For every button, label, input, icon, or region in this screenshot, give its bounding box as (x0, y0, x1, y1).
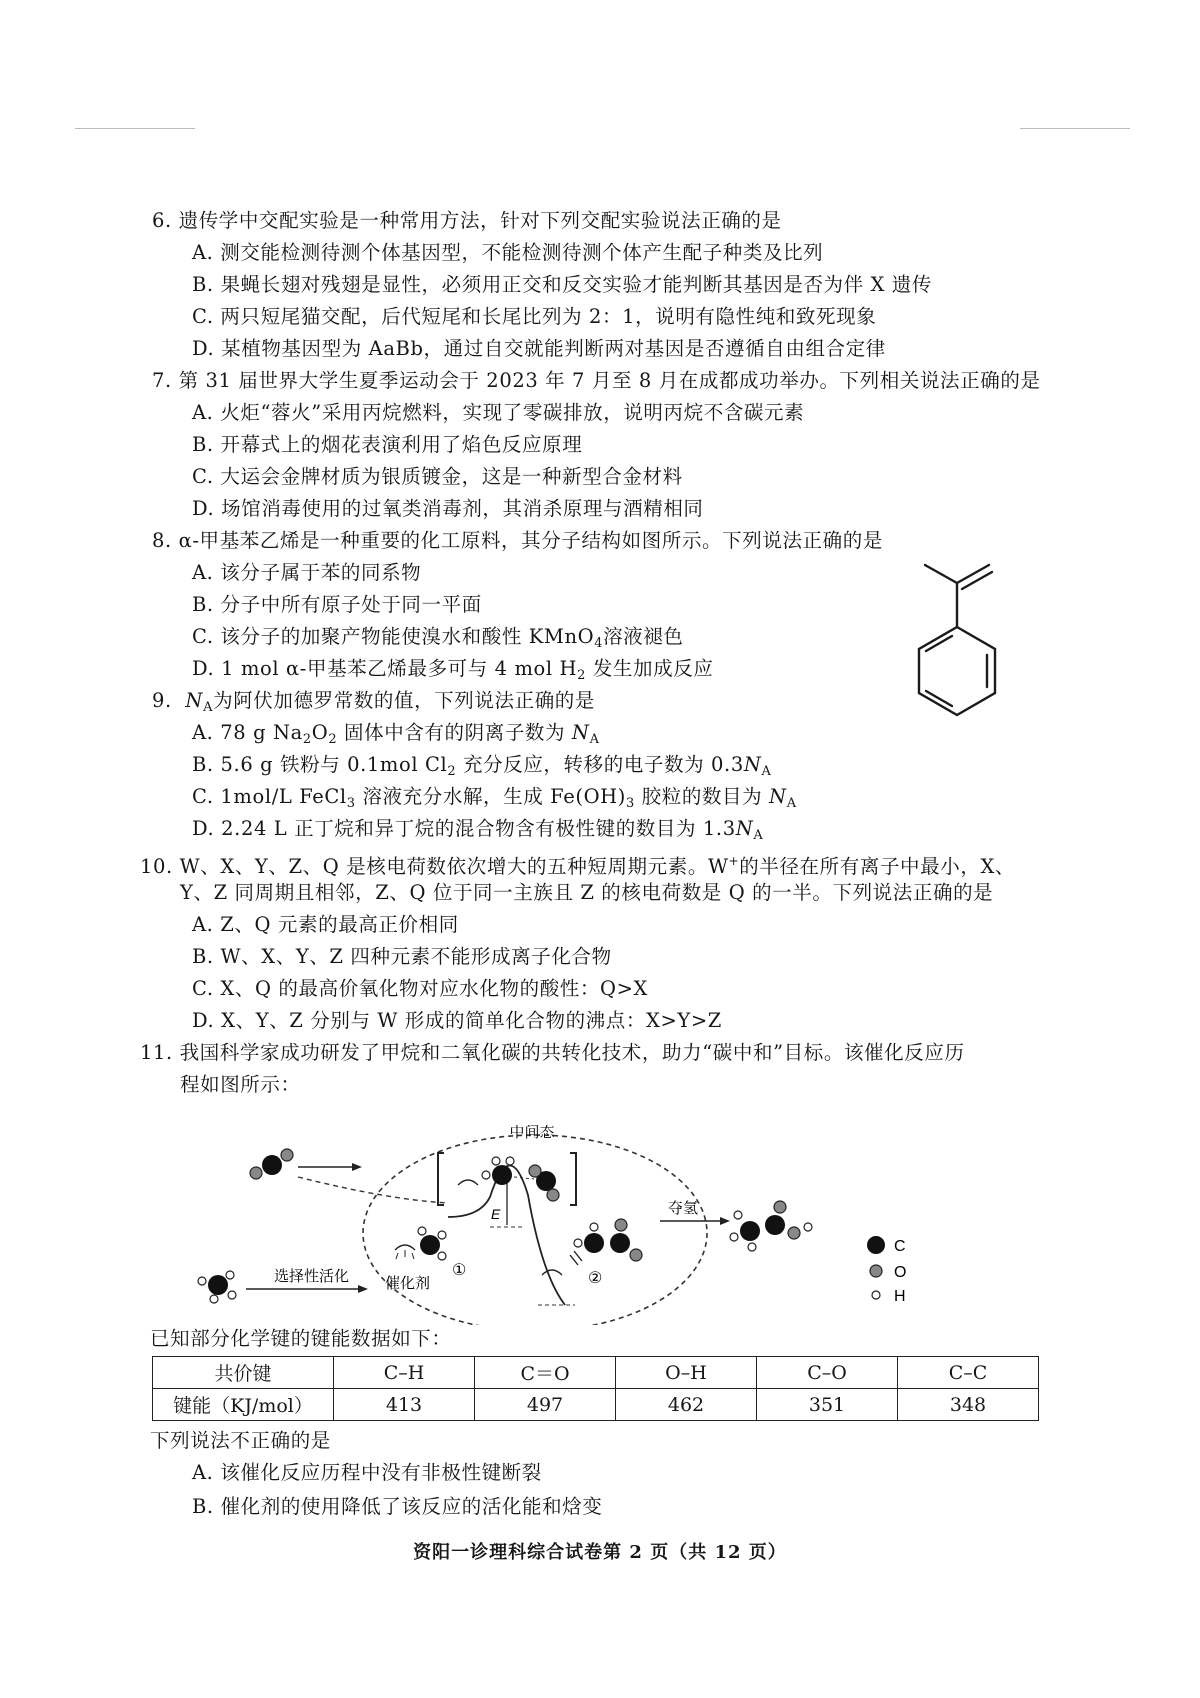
co2-molecule (250, 1149, 293, 1179)
page-footer: 资阳一诊理科综合试卷第 2 页（共 12 页） (413, 1542, 787, 1563)
bond-energy-table (152, 1356, 1039, 1421)
selective-activation-label: 选择性活化 (274, 1268, 350, 1285)
q6-option-a: A. 测交能检测待测个体基因型，不能检测待测个体产生配子种类及比列 (192, 241, 824, 264)
table-cell: C＝O (475, 1357, 616, 1389)
q7-stem: 7. 第 31 届世界大学生夏季运动会于 2023 年 7 月至 8 月在成都成功举办。下列相关说法正确的是 (152, 369, 1041, 392)
table-row (153, 1357, 1039, 1389)
q8-option-c: C. 该分子的加聚产物能使溴水和酸性 KMnO$_4$溶液褪色 (192, 625, 684, 651)
scan-artifact (1020, 128, 1130, 129)
legend-c-label: C (894, 1238, 906, 1255)
intermediate-label: 中间态 (509, 1125, 555, 1141)
table-row (153, 1389, 1039, 1421)
table-cell: 462 (616, 1389, 757, 1421)
q11-ask: 下列说法不正确的是 (150, 1429, 331, 1452)
table-cell: 497 (475, 1389, 616, 1421)
q11-option-a: A. 该催化反应历程中没有非极性键断裂 (192, 1461, 542, 1484)
scan-artifact (75, 128, 195, 129)
legend-h-label: H (894, 1288, 906, 1305)
acetic-acid-product (730, 1201, 812, 1251)
table-cell: 348 (898, 1389, 1039, 1421)
q9-option-c: C. 1mol/L FeCl$_3$ 溶液充分水解，生成 $Fe(OH)_3$ 胶粒的数目为 $N_A$ (192, 785, 797, 811)
legend-o-label: O (894, 1264, 907, 1281)
q9-option-a: A. 78 g $Na_2O_2$ 固体中含有的阴离子数为 $N_A$ (192, 721, 600, 747)
seize-h-label: 夺氢 (668, 1200, 699, 1217)
step-1-label: ① (452, 1262, 467, 1279)
q11-stem-line1: 11. 我国科学家成功研发了甲烷和二氧化碳的共转化技术，助力“碳中和”目标。该催化反应历 (140, 1041, 965, 1064)
table-header-energy: 键能（KJ/mol） (153, 1389, 334, 1421)
table-cell: C–H (334, 1357, 475, 1389)
q11-stem-line2: 程如图所示： (180, 1073, 301, 1096)
known-bond-data-label: 已知部分化学键的键能数据如下： (150, 1327, 452, 1350)
catalyst-complex-2 (542, 1219, 642, 1275)
q8-option-b: B. 分子中所有原子处于同一平面 (192, 593, 482, 616)
catalyst-complex-1 (395, 1227, 446, 1260)
q11-option-b: B. 催化剂的使用降低了该反应的活化能和焓变 (192, 1495, 603, 1518)
table-cell: C–O (757, 1357, 898, 1389)
q10-option-b: B. W、X、Y、Z 四种元素不能形成离子化合物 (192, 945, 612, 968)
catalyst-label: 催化剂 (385, 1275, 431, 1292)
alpha-methylstyrene-structure (895, 545, 1045, 735)
q6-option-c: C. 两只短尾猫交配，后代短尾和长尾比列为 2：1，说明有隐性纯和致死现象 (192, 305, 877, 328)
catalytic-mechanism-diagram (190, 1125, 1050, 1325)
q10-option-d: D. X、Y、Z 分别与 W 形成的简单化合物的沸点：X>Y>Z (192, 1009, 722, 1032)
q7-option-a: A. 火炬“蓉火”采用丙烷燃料，实现了零碳排放，说明丙烷不含碳元素 (192, 401, 805, 424)
q6-option-d: D. 某植物基因型为 AaBb，通过自交就能判断两对基因是否遵循自由组合定律 (192, 337, 886, 360)
q8-stem: 8. α-甲基苯乙烯是一种重要的化工原料，其分子结构如图所示。下列说法正确的是 (152, 529, 883, 552)
q10-option-a: A. Z、Q 元素的最高正价相同 (192, 913, 459, 936)
q9-option-b: B. 5.6 g 铁粉与 0.1mol $Cl_2$ 充分反应，转移的电子数为 $0.3N_A$ (192, 753, 772, 779)
q9-option-d: D. 2.24 L 正丁烷和异丁烷的混合物含有极性键的数目为 $1.3N_A$ (192, 817, 764, 843)
q7-option-c: C. 大运会金牌材质为银质镀金，这是一种新型合金材料 (192, 465, 683, 488)
q9-stem: 9. $N_A$为阿伏加德罗常数的值，下列说法正确的是 (152, 689, 595, 715)
q8-option-a: A. 该分子属于苯的同系物 (192, 561, 422, 584)
ch4-molecule (198, 1271, 236, 1303)
q7-option-d: D. 场馆消毒使用的过氧类消毒剂，其消杀原理与酒精相同 (192, 497, 704, 520)
table-cell: C–C (898, 1357, 1039, 1389)
table-header-bond: 共价键 (153, 1357, 334, 1389)
table-cell: O–H (616, 1357, 757, 1389)
q10-stem-line1: 10. W、X、Y、Z、Q 是核电荷数依次增大的五种短周期元素。W+的半径在所有离子中最小，X、 (140, 854, 1016, 878)
table-cell: 351 (757, 1389, 898, 1421)
activation-energy-label: E (491, 1206, 501, 1222)
q8-option-d: D. 1 mol α-甲基苯乙烯最多可与 4 mol $H_2$ 发生加成反应 (192, 657, 714, 683)
step-2-label: ② (588, 1270, 603, 1287)
atom-legend (867, 1236, 906, 1305)
q10-stem-line2: Y、Z 同周期且相邻，Z、Q 位于同一主族且 Z 的核电荷数是 Q 的一半。下列说法正确的是 (180, 881, 994, 904)
q6-option-b: B. 果蝇长翅对残翅是显性，必须用正交和反交实验才能判断其基因是否为伴 X 遗传 (192, 273, 933, 296)
q10-option-c: C. X、Q 的最高价氧化物对应水化物的酸性：Q>X (192, 977, 648, 1000)
q7-option-b: B. 开幕式上的烟花表演利用了焰色反应原理 (192, 433, 583, 456)
q6-stem: 6. 遗传学中交配实验是一种常用方法，针对下列交配实验说法正确的是 (152, 209, 782, 232)
table-cell: 413 (334, 1389, 475, 1421)
